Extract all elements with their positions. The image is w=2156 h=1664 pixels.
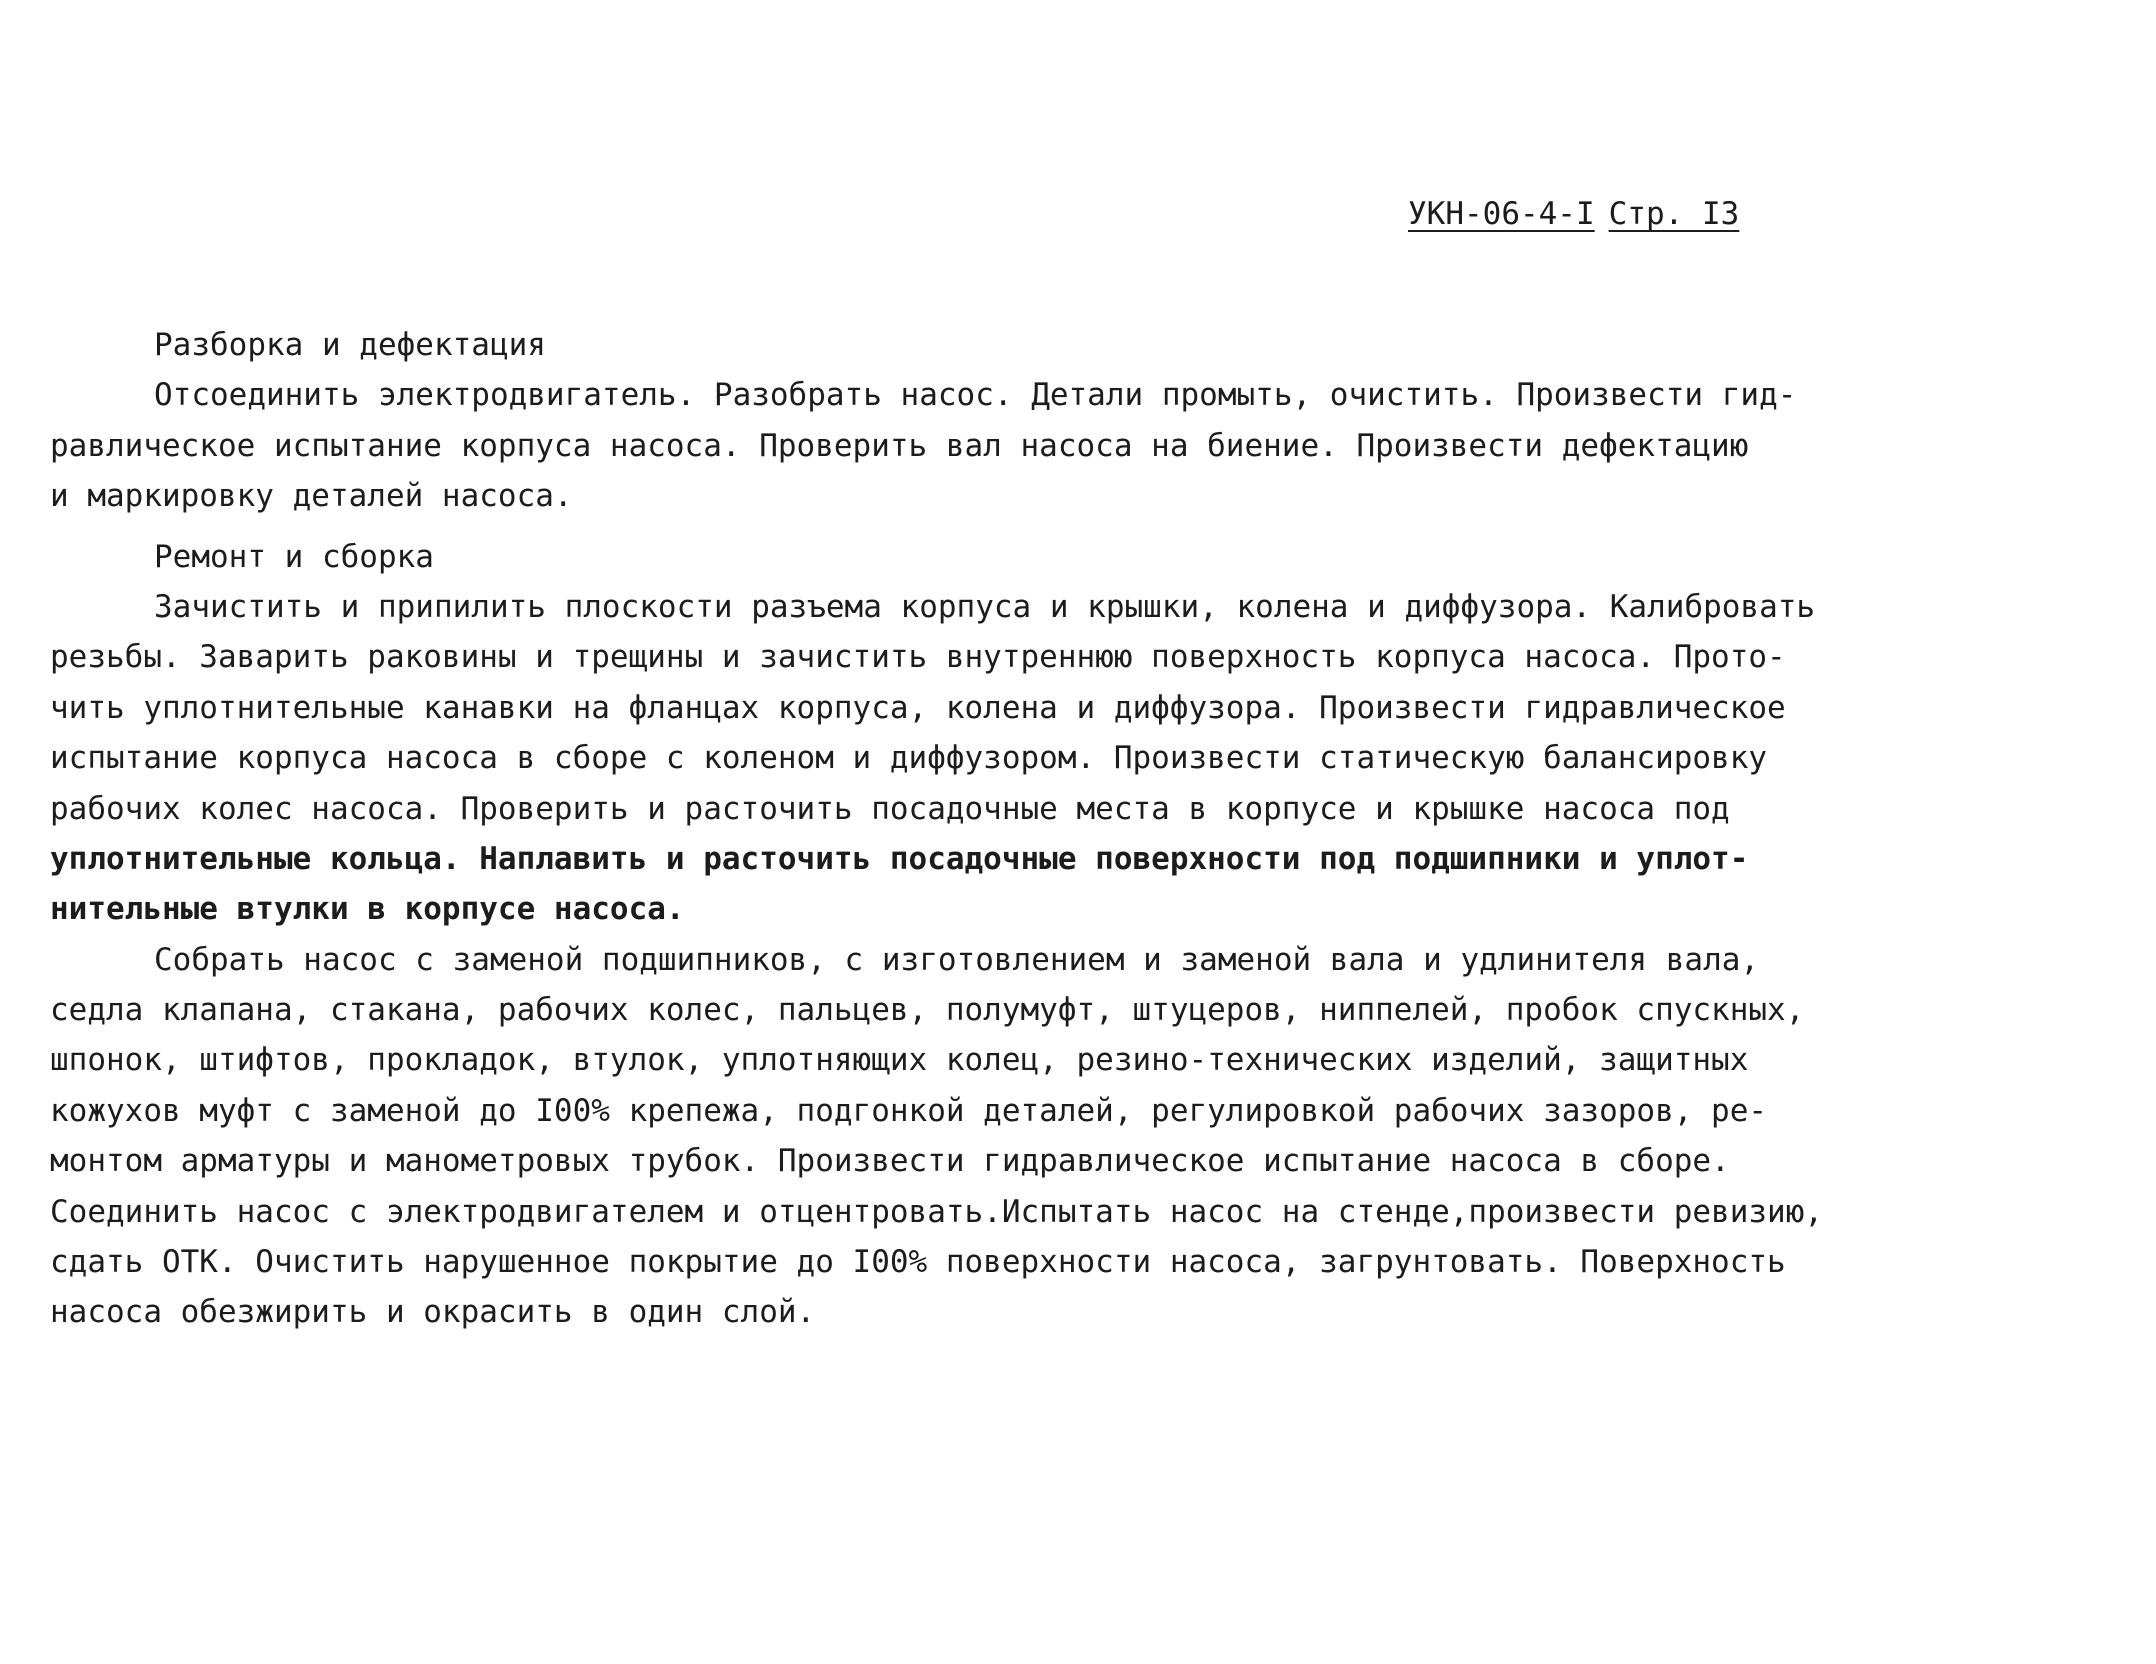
section-title-disassembly: Разборка и дефектация <box>154 327 546 363</box>
paragraph-line: шпонок, штифтов, прокладок, втулок, уплотняющих колец, резино-технических изделий, защитных <box>50 1042 1749 1079</box>
paragraph-line: рабочих колес насоса. Проверить и расточить посадочные места в корпусе и крышке насоса под <box>50 790 1730 827</box>
paragraph-line: равлическое испытание корпуса насоса. Проверить вал насоса на биение. Произвести дефектацию <box>50 427 1749 464</box>
paragraph-line: нительные втулки в корпусе насоса. <box>50 891 685 928</box>
paragraph-line: Зачистить и припилить плоскости разъема корпуса и крышки, колена и диффузора. Калибровать <box>154 588 1816 625</box>
paragraph-line: сдать ОТК. Очистить нарушенное покрытие до I00% поверхности насоса, загрунтовать. Поверхность <box>50 1244 1786 1281</box>
document-code: УКН-06-4-I <box>1408 196 1595 232</box>
paragraph-line: Соединить насос с электродвигателем и отцентровать.Испытать насос на стенде,произвести ревизию, <box>50 1193 1824 1230</box>
page-number: Стр. I3 <box>1608 196 1740 232</box>
paragraph-line: уплотнительные кольца. Наплавить и расточить посадочные поверхности под подшипники и уплот- <box>50 840 1749 877</box>
paragraph-line: Отсоединить электродвигатель. Разобрать насос. Детали промыть, очистить. Произвести гид- <box>154 377 1797 414</box>
paragraph-line: и маркировку деталей насоса. <box>50 478 573 515</box>
paragraph-line: испытание корпуса насоса в сборе с коленом и диффузором. Произвести статическую балансировку <box>50 740 1768 777</box>
paragraph-line: седла клапана, стакана, рабочих колес, пальцев, полумуфт, штуцеров, ниппелей, пробок спускных, <box>50 992 1805 1029</box>
paragraph-line: Собрать насос с заменой подшипников, с изготовлением и заменой вала и удлинителя вала, <box>154 941 1760 978</box>
page-header <box>1408 196 1739 232</box>
section-title-repair: Ремонт и сборка <box>154 538 434 575</box>
paragraph-line: чить уплотнительные канавки на фланцах корпуса, колена и диффузора. Произвести гидравлическое <box>50 689 1786 726</box>
document-body <box>50 320 1990 1338</box>
paragraph-line: кожухов муфт с заменой до I00% крепежа, подгонкой деталей, регулировкой рабочих зазоров, ре- <box>50 1092 1768 1129</box>
paragraph-line: монтом арматуры и манометровых трубок. Произвести гидравлическое испытание насоса в сборе. <box>50 1143 1730 1180</box>
paragraph-line: резьбы. Заварить раковины и трещины и зачистить внутреннюю поверхность корпуса насоса. Прото- <box>50 639 1786 676</box>
paragraph-line: насоса обезжирить и окрасить в один слой. <box>50 1294 816 1331</box>
